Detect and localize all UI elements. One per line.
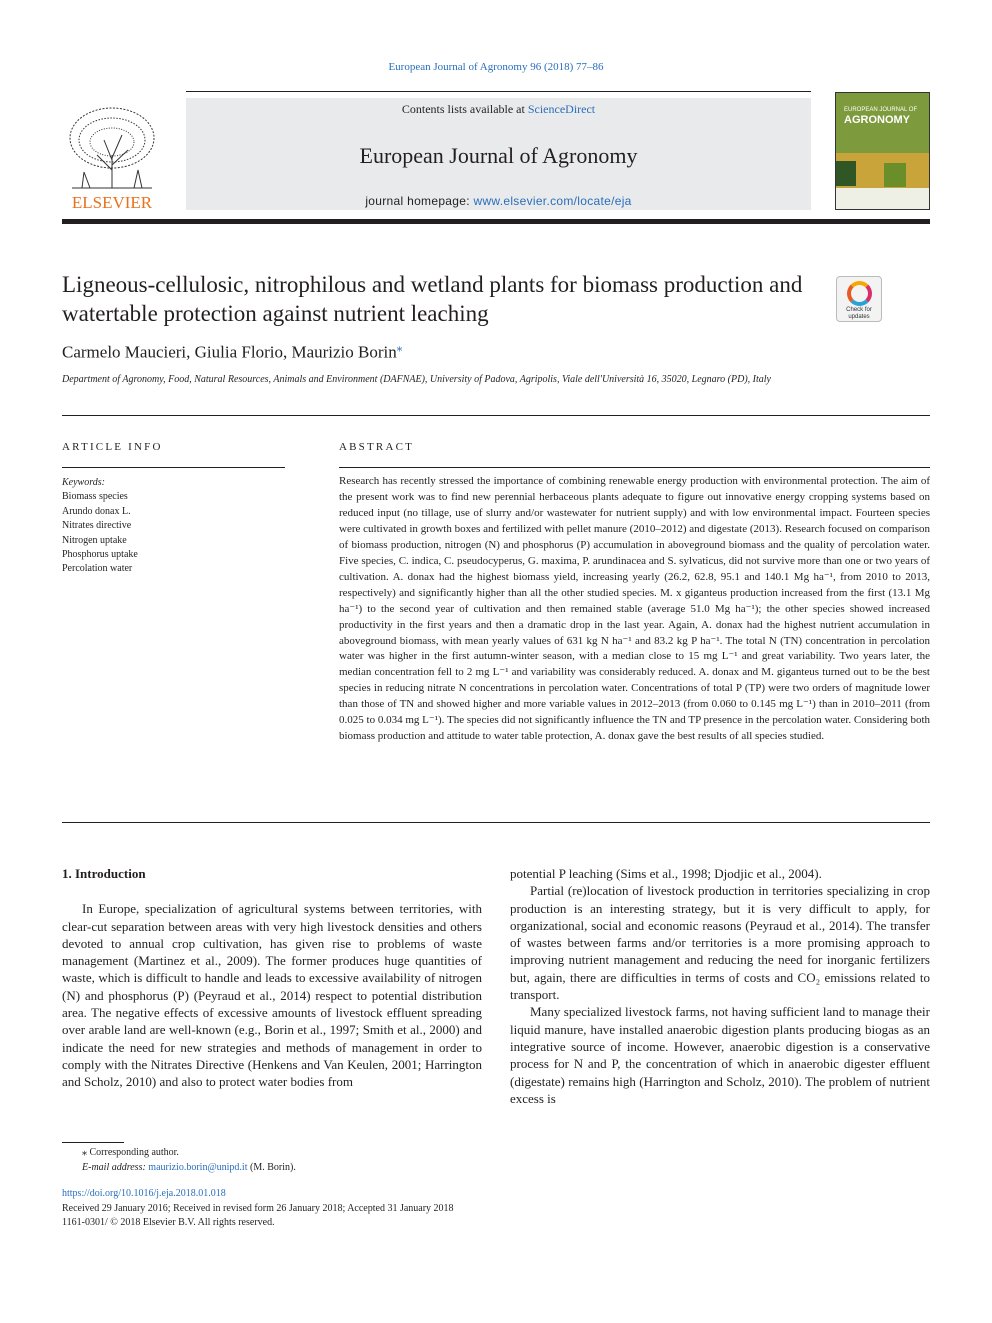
keyword-item: Biomass species [62, 491, 128, 503]
keyword-item: Percolation water [62, 563, 133, 575]
corresponding-author-mark[interactable]: ⁎ [396, 342, 403, 354]
footnotes [62, 1146, 562, 1175]
check-updates-label: Check for updates [846, 307, 872, 320]
header-bottom-rule [62, 219, 930, 224]
section-title: 1. Introduction [62, 866, 146, 881]
publisher-name: ELSEVIER [71, 193, 153, 212]
journal-title: European Journal of Agronomy [359, 143, 638, 168]
abstract-bottom-rule [62, 822, 930, 823]
email-line [62, 1161, 562, 1176]
body-paragraph: potential P leaching (Sims et al., 1998; Djodjic et al., 2004). [510, 866, 822, 881]
keywords-list [62, 476, 284, 577]
article-title: Ligneous-cellulosic, nitrophilous and wetland plants for biomass production and watertable protection against nutrient leaching [62, 272, 803, 326]
body-paragraph: Partial (re)location of livestock production in territories specializing in crop production is an interesting strategy, but it is very difficult to apply, for organizational, social and economic reasons (Peyraud et al., 2014). The transfer of wastes between farms and/or territories is a more promising approach to improving nutrient management and reducing the need for inorganic fertilizers but, again, there are difficulties in terms of costs and CO₂ emissions related to transport. [510, 883, 930, 1003]
copyright-line: 1161-0301/ © 2018 Elsevier B.V. All rights reserved. [62, 1217, 275, 1228]
body-column-right [510, 865, 930, 1107]
keyword-item: Nitrates directive [62, 520, 132, 532]
check-for-updates-button[interactable] [836, 276, 882, 322]
section-divider [62, 415, 930, 416]
abstract-rule [339, 467, 930, 468]
sciencedirect-link[interactable]: ScienceDirect [527, 102, 596, 116]
body-column-left [62, 865, 482, 1091]
authors-text: Carmelo Maucieri, Giulia Florio, Maurizio Borin [62, 342, 397, 362]
homepage-prefix: journal homepage: [365, 194, 474, 208]
homepage-line [186, 194, 811, 208]
email-suffix: (M. Borin). [247, 1161, 296, 1173]
body-paragraph: Many specialized livestock farms, not having sufficient land to manage their liquid manure, have installed anaerobic digestion plants producing biogas as an integrative source of income. However, anaerobic digestion is a conservative process for N and P, the concentration of which in anaerobic digester effluent (digestate) remains high (Harrington and Scholz, 2010). The problem of nutrient excess is [510, 1004, 930, 1106]
elsevier-logo [62, 100, 162, 212]
article-info-heading: ARTICLE INFO [62, 441, 163, 453]
email-link[interactable]: maurizio.borin@unipd.it [148, 1161, 248, 1173]
article-info-rule [62, 467, 285, 468]
cover-label: EUROPEAN JOURNAL OF [844, 107, 918, 113]
footnote-rule [62, 1142, 124, 1143]
journal-cover [835, 92, 930, 210]
received-dates: Received 29 January 2016; Received in revised form 26 January 2018; Accepted 31 January 2018 [62, 1202, 454, 1214]
journal-masthead [186, 98, 811, 210]
journal-reference[interactable]: European Journal of Agronomy 96 (2018) 77–86 [388, 61, 604, 73]
email-label: E-mail address: [82, 1161, 149, 1173]
cover-image-icon [836, 93, 930, 210]
article-metadata [62, 1187, 662, 1231]
keywords-label: Keywords: [62, 477, 105, 488]
check-updates-icon [847, 281, 872, 306]
author-list [62, 341, 402, 363]
keyword-item: Arundo donax L. [62, 505, 131, 517]
svg-text:AGRONOMY: AGRONOMY [844, 114, 910, 126]
homepage-link[interactable]: www.elsevier.com/locate/eja [473, 194, 632, 208]
keyword-item: Nitrogen uptake [62, 534, 127, 546]
abstract-text: Research has recently stressed the importance of combining renewable energy production with environmental protection. The aim of the present work was to find new perennial herbaceous plants adequate to figure out innovative energy cropping systems based on reduced input (no tillage, use of slurry and/or wastewater for nutrient supply) and with low environmental impact. Fourteen species were cultivated in growth boxes and fertilized with pellet manure (2010–2012) and digestate (2013). Research focused on comparison of biomass production, nitrogen (N) and phosphorus (P) accumulation in aboveground biomass and the quality of percolation water. Five species, C. indica, C. pseudocyperus, G. maxima, P. arundinacea and S. sylvaticus, did not survive more than one or two years of cultivation. A. donax had the highest biomass yield, increasing yearly (26.2, 62.8, 95.1 and 140.1 Mg ha⁻¹, from 2010 to 2013, respectively) and significantly higher than all the other studied species. M. x giganteus production increased from the first (13.1 Mg ha⁻¹) to the second year of cultivation and then remained stable (average 51.0 Mg ha⁻¹); the other species showed increased productivity in the first years and then a dramatic drop in the last year. Again, A. donax had the highest nutrient accumulation in aboveground biomass, with mean yearly values of 631 kg N ha⁻¹ and 83.2 kg P ha⁻¹. The total N (TN) concentration in percolation water was higher in the first autumn-winter season, with a median close to 15 mg L⁻¹ and great variability. Two years later, the median concentration fell to 2 mg L⁻¹ and variability was considerably reduced. A. donax and M. giganteus turned out to be the best species in reducing nitrate N concentrations in percolation water. Concentrations of total P (TP) were two orders of magnitude lower than those of TN and showed higher and more variable values in 2012–2013 (from 0.060 to 0.145 mg L⁻¹) than in 2010–2011 (from 0.025 to 0.034 mg L⁻¹). The species did not significantly influence the TN and TP presence in the percolation water. Considering both biomass production and attitude to water table protection, A. donax gave the best results of all species studied. [339, 475, 930, 743]
elsevier-tree-icon [62, 100, 162, 212]
corresponding-author-note: ⁎ Corresponding author. [82, 1147, 179, 1158]
body-paragraph: In Europe, specialization of agricultural systems between territories, with clear-cut separation between areas with very high livestock densities and others devoted to annual crop cultivation, has given rise to problems of waste management (Martinez et al., 2009). The former produces huge quantities of waste, which is difficult to handle and leads to excessive availability of nitrogen (N) and phosphorus (P) (Peyraud et al., 2014) respect to potential distribution area. The negative effects of excessive amounts of livestock effluent spreading over arable land are well-known (e.g., Borin et al., 1997; Smith et al., 2000) and indicate the need for new strategies and methods of management in order to comply with the Nitrates Directive (Henkens and Van Keulen, 2001; Harrington and Scholz, 2010) and also to protect water bodies from [62, 901, 482, 1090]
header-top-rule [186, 91, 811, 92]
doi-link[interactable]: https://doi.org/10.1016/j.eja.2018.01.018 [62, 1188, 226, 1199]
affiliation: Department of Agronomy, Food, Natural Resources, Animals and Environment (DAFNAE), University of Padova, Agripolis, Viale dell'Università 16, 35020, Legnaro (PD), Italy [62, 374, 771, 385]
abstract-heading: ABSTRACT [339, 441, 415, 453]
contents-prefix: Contents lists available at [401, 102, 528, 116]
contents-line [186, 102, 811, 117]
keyword-item: Phosphorus uptake [62, 549, 138, 561]
